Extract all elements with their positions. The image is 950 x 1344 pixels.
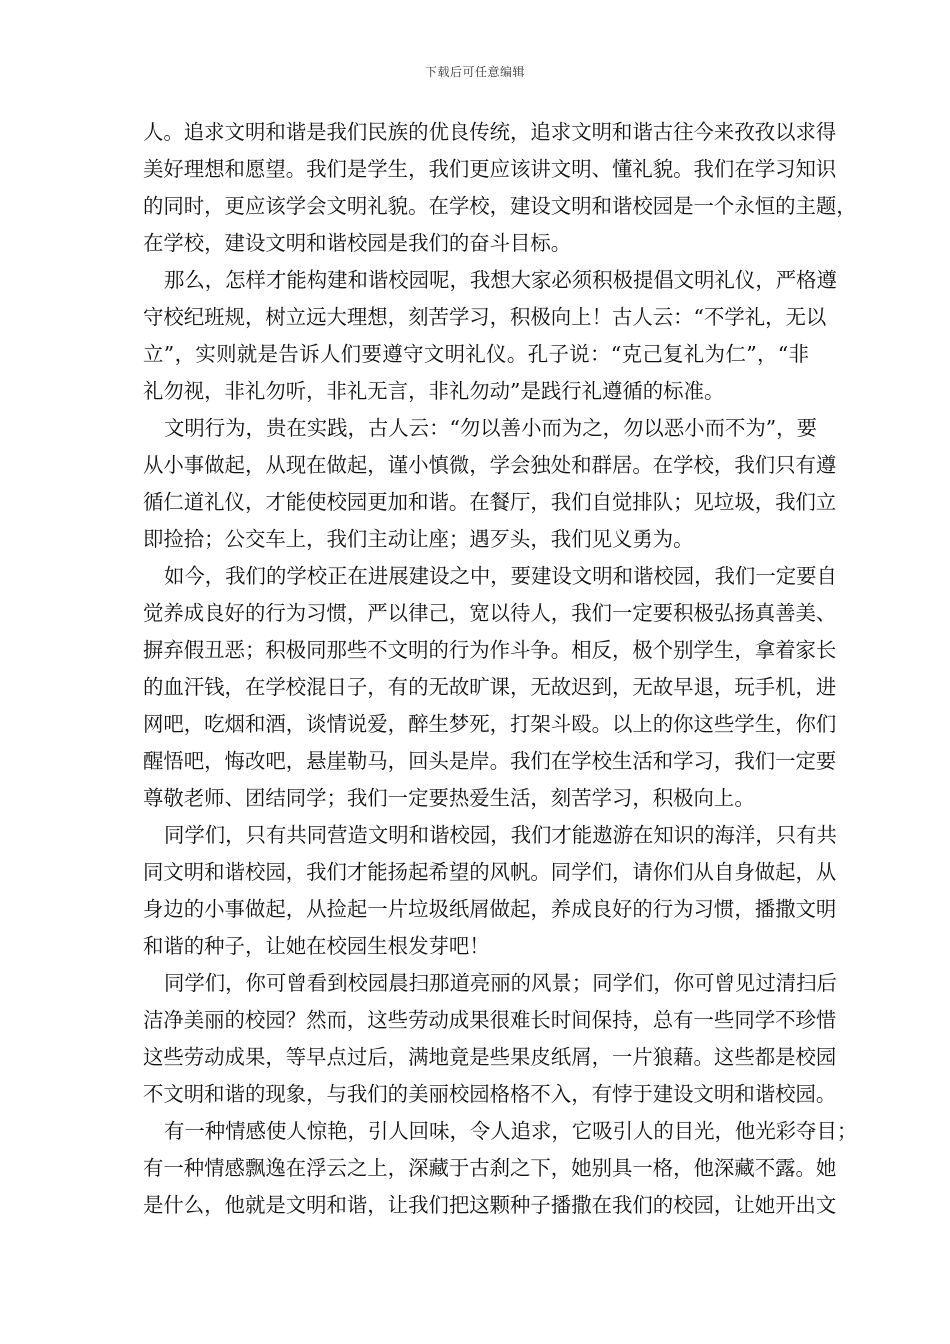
text-line: 摒弃假丑恶；积极同那些不文明的行为作斗争。相反，极个别学生，拿着家长 — [143, 638, 837, 662]
text-line: 身边的小事做起，从捡起一片垃圾纸屑做起，养成良好的行为习惯，播撒文明 — [143, 897, 837, 921]
text-line: 有一种情感使人惊艳，引人回味，令人追求，它吸引人的目光，他光彩夺目； — [164, 1119, 858, 1143]
text-line: 在学校，建设文明和谐校园是我们的奋斗目标。 — [143, 231, 572, 255]
text-line: 觉养成良好的行为习惯，严以律己，宽以待人，我们一定要积极弘扬真善美、 — [143, 601, 837, 625]
text-line: 醒悟吧，悔改吧，悬崖勒马，回头是岸。我们在学校生活和学习，我们一定要 — [143, 749, 837, 773]
text-line: 是什么，他就是文明和谐，让我们把这颗种子播撒在我们的校园，让她开出文 — [143, 1193, 837, 1217]
text-line: 立”，实则就是告诉人们要遵守文明礼仪。孔子说：“克己复礼为仁”，“非 — [143, 342, 809, 366]
text-line: 有一种情感飘逸在浮云之上，深藏于古刹之下，她别具一格，他深藏不露。她 — [143, 1156, 837, 1180]
text-line: 洁净美丽的校园？然而，这些劳动成果很难长时间保持，总有一些同学不珍惜 — [143, 1008, 837, 1032]
text-line: 和谐的种子，让她在校园生根发芽吧！ — [143, 934, 490, 958]
page-header: 下载后可任意编辑 — [424, 65, 525, 79]
text-line: 人。追求文明和谐是我们民族的优良传统，追求文明和谐古往今来孜孜以求得 — [143, 120, 837, 144]
text-line: 尊敬老师、团结同学；我们一定要热爱生活，刻苦学习，积极向上。 — [143, 786, 755, 810]
text-line: 的血汗钱，在学校混日子，有的无故旷课，无故迟到，无故早退，玩手机，进 — [143, 675, 837, 699]
text-line: 文明行为，贵在实践，古人云：“勿以善小而为之，勿以恶小而不为”，要 — [164, 416, 817, 440]
document-body — [143, 114, 858, 1224]
text-line: 这些劳动成果，等早点过后，满地竟是些果皮纸屑，一片狼藉。这些都是校园 — [143, 1045, 837, 1069]
text-line: 礼勿视，非礼勿听，非礼无言，非礼勿动”是践行礼遵循的标准。 — [143, 379, 725, 403]
text-line: 美好理想和愿望。我们是学生，我们更应该讲文明、懂礼貌。我们在学习知识 — [143, 157, 837, 181]
text-line: 守校纪班规，树立远大理想，刻苦学习，积极向上！古人云：“不学礼，无以 — [143, 305, 827, 329]
text-line: 从小事做起，从现在做起，谨小慎微，学会独处和群居。在学校，我们只有遵 — [143, 453, 837, 477]
text-line: 那么，怎样才能构建和谐校园呢，我想大家必须积极提倡文明礼仪，严格遵 — [164, 268, 837, 292]
text-line: 同学们，你可曾看到校园晨扫那道亮丽的风景；同学们，你可曾见过清扫后 — [164, 971, 837, 995]
text-line: 不文明和谐的现象，与我们的美丽校园格格不入，有悖于建设文明和谐校园。 — [143, 1082, 837, 1106]
text-line: 循仁道礼仪，才能使校园更加和谐。在餐厅，我们自觉排队；见垃圾，我们立 — [143, 490, 837, 514]
text-line: 同文明和谐校园，我们才能扬起希望的风帆。同学们，请你们从自身做起，从 — [143, 860, 837, 884]
text-line: 即捡拾；公交车上，我们主动让座；遇歹头，我们见义勇为。 — [143, 527, 694, 551]
text-line: 如今，我们的学校正在进展建设之中，要建设文明和谐校园，我们一定要自 — [164, 564, 837, 588]
text-line: 网吧，吃烟和酒，谈情说爱，醉生梦死，打架斗殴。以上的你这些学生，你们 — [143, 712, 837, 736]
text-line: 同学们，只有共同营造文明和谐校园，我们才能遨游在知识的海洋，只有共 — [164, 823, 837, 847]
text-line: 的同时，更应该学会文明礼貌。在学校，建设文明和谐校园是一个永恒的主题， — [143, 194, 857, 218]
